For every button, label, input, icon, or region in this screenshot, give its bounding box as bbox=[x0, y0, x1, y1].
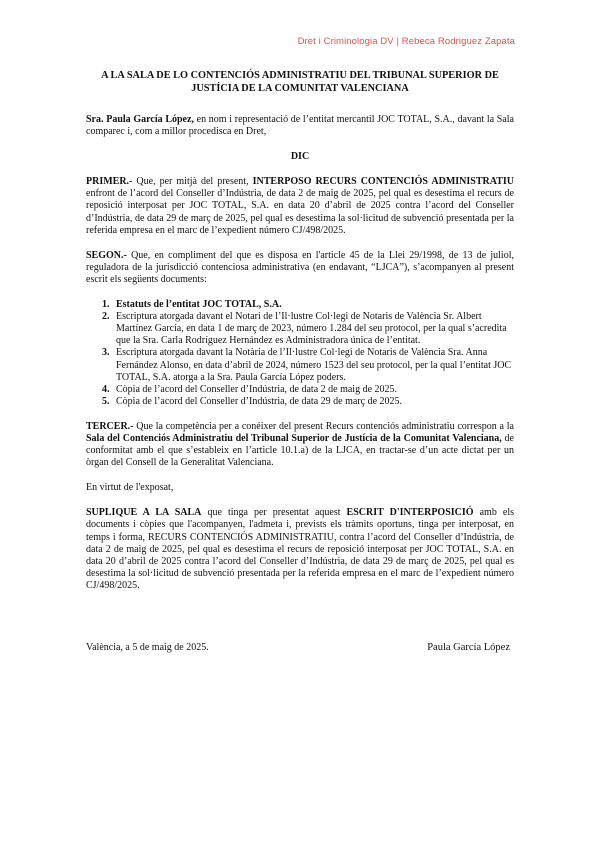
intro-text: en nom i representació de l’entitat mercantil JOC TOTAL, S.A., davant la Sala comparec i, com a millor procedisca en Dret, bbox=[86, 114, 514, 138]
primer-bold: INTERPOSO RECURS CONTENCIÓS ADMINISTRATIU bbox=[252, 176, 515, 188]
place-date: València, a 5 de maig de 2025. bbox=[86, 642, 209, 653]
document-item-text: Estatuts de l’entitat JOC TOTAL, S.A. bbox=[116, 299, 282, 311]
documents-list bbox=[86, 299, 514, 408]
intro-paragraph bbox=[86, 114, 514, 138]
primer-text-a: Que, per mitjà del present, bbox=[132, 176, 253, 188]
tercer-text-a: Que la competència per a conéixer del present Recurs contenciós administratiu correspon a la bbox=[133, 420, 514, 432]
document-item-text: Escriptura atorgada davant el Notari de l’Il·lustre Col·legi de Notaris de València Sr. Albert Martínez García, en data 1 de març de 2023, número 1.284 del seu protocol, per la qual s’acredita que la Sra. Carla Rodríguez Hernández es Administradora única de l’entitat. bbox=[116, 311, 507, 347]
tercer-label: TERCER.- bbox=[86, 420, 134, 432]
list-item bbox=[112, 311, 514, 347]
tercer-bold: Sala del Contenciós Administratiu del Tribunal Superior de Justícia de la Comunitat Valenciana, bbox=[86, 432, 502, 444]
virtut-paragraph: En virtut de l'exposat, bbox=[86, 482, 174, 494]
suplique-bold-b: ESCRIT D'INTERPOSICIÓ bbox=[346, 507, 474, 519]
suplique-text-b: amb els documents i còpies que l'acompanyen, l'admeta i, prevists els tràmits oportuns, tinga per interposat, en temps i forma, RECURS CONTENCIÓS ADMINISTRATIU, contra l’acord del Conseller d’Indústria, de data 2 de maig de 2025, pel qual es desestima el recurs de reposició interposat per JOC TOTAL, S.A. en data 20 d’abril de 2025 contra l’acord del Conseller d’Indústria, de data 29 de març de 2025, pel qual es desestima la sol·licitud de subvenció presentada per la referida empresa en el marc de l’expedient número CJ/498/2025. bbox=[86, 507, 514, 591]
page-header: Dret i Criminologia DV | Rebeca Rodriguez Zapata bbox=[297, 36, 515, 47]
suplique-text-a: que tinga per presentat aquest bbox=[201, 507, 347, 519]
list-item bbox=[112, 384, 514, 396]
dic-heading: DIC bbox=[290, 151, 310, 163]
segon-text: Que, en compliment del que es disposa en l'article 45 de la Llei 29/1998, de 13 de juliol, reguladora de la jurisdicció contenciosa administrativa (en endavant, “LJCA”), s’acompanyen al present escrit els següents documents: bbox=[86, 249, 514, 285]
document-title: A LA SALA DE LO CONTENCIÓS ADMINISTRATIU DEL TRIBUNAL SUPERIOR DE JUSTÍCIA DE LA COMUNITAT VALENCIANA bbox=[101, 70, 499, 94]
document-body bbox=[86, 70, 514, 654]
signature-name: Paula García López bbox=[427, 642, 510, 653]
suplique-paragraph bbox=[86, 507, 514, 592]
list-item bbox=[112, 347, 514, 383]
list-item bbox=[112, 396, 514, 408]
segon-label: SEGON.- bbox=[86, 249, 127, 261]
intro-name: Sra. Paula García López, bbox=[86, 114, 194, 125]
signature-row bbox=[86, 642, 514, 654]
tercer-text-b: de conformitat amb el que s’estableix en l’article 10.1.a) de la LJCA, en tractar-se d’un acte dictat per un òrgan del Consell de la Generalitat Valenciana. bbox=[86, 432, 514, 469]
tercer-paragraph bbox=[86, 421, 514, 469]
primer-label: PRIMER.- bbox=[86, 176, 133, 188]
document-item-text: Escriptura atorgada davant la Notària de l’Il·lustre Col·legi de Notaris de València Sra. Anna Fernández Alonso, en data d’abril de 2024, número 1523 del seu protocol, per la qual l’entitat JOC TOTAL, S.A. atorga a la Sra. Paula García López poders. bbox=[116, 347, 512, 383]
document-item-text: Còpia de l’acord del Conseller d’Indústria, de data 2 de maig de 2025. bbox=[116, 383, 398, 395]
primer-text-b: enfront de l’acord del Conseller d’Indústria, de data 2 de maig de 2025, pel qual es desestima el recurs de reposició interposat per JOC TOTAL, S.A. en data 20 d’abril de 2025 contra l’acord del Conseller d’Indústria, de data 29 de març de 2025, pel qual es desestima la sol·licitud de subvenció presentada per la referida empresa en el marc de l’expedient número CJ/498/2025. bbox=[86, 188, 514, 236]
primer-paragraph bbox=[86, 176, 514, 236]
list-item bbox=[112, 299, 514, 311]
suplique-bold-a: SUPLIQUE A LA SALA bbox=[86, 507, 202, 519]
document-item-text: Còpia de l’acord del Conseller d’Indústria, de data 29 de març de 2025. bbox=[116, 395, 403, 407]
segon-paragraph bbox=[86, 250, 514, 286]
